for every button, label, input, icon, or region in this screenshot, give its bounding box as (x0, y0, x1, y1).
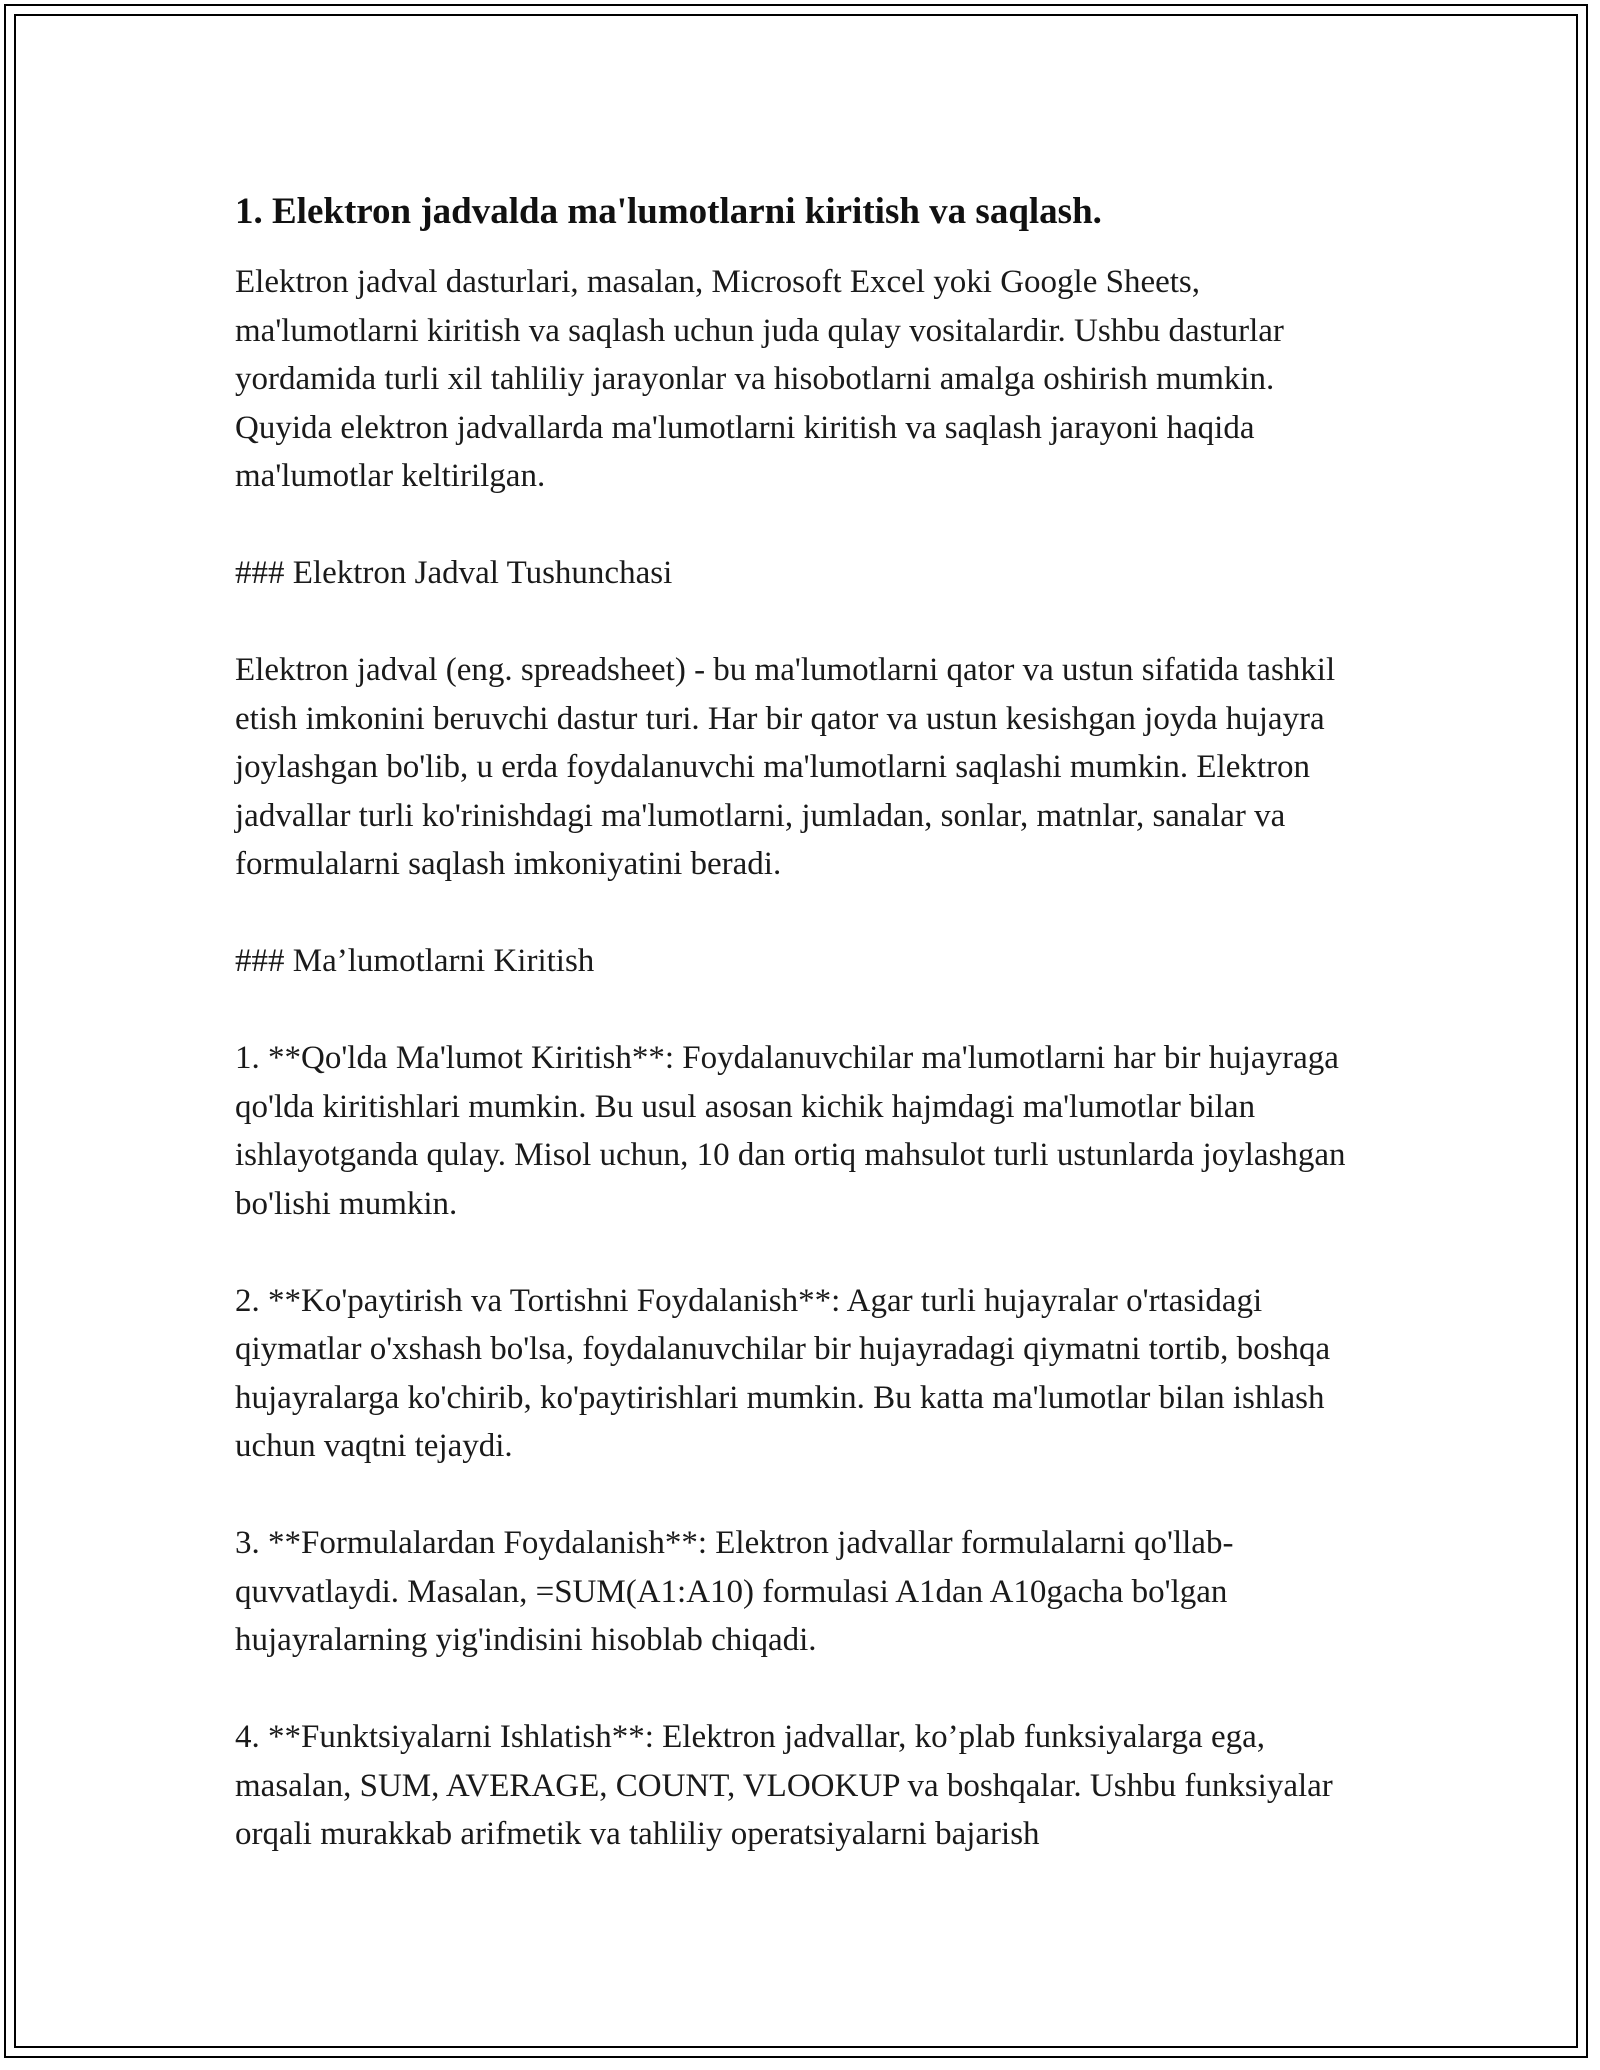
section-heading-tushunchasi: ### Elektron Jadval Tushunchasi (235, 555, 673, 591)
list-item-2: 2. **Ko'paytirish va Tortishni Foydalanish**: Agar turli hujayralar o'rtasidagi qiymatlar o'xshash bo'lsa, foydalanuvchilar bir hujayradagi qiymatni tortib, boshqa hujayralarga ko'chirib, ko'paytirishlari mumkin. Bu katta ma'lumotlar bilan ishlash uchun vaqtni tejaydi. (235, 1282, 1331, 1464)
paragraph-intro: Elektron jadval dasturlari, masalan, Microsoft Excel yoki Google Sheets, ma'lumotlarni kiritish va saqlash uchun juda qulay vositalardir. Ushbu dasturlar yordamida turli xil tahliliy jarayonlar va hisobotlarni amalga oshirish mumkin. Quyida elektron jadvallarda ma'lumotlarni kiritish va saqlash jarayoni haqida ma'lumotlar keltirilgan. (235, 264, 1284, 494)
document-body (235, 180, 1375, 1907)
list-item-3: 3. **Formulalardan Foydalanish**: Elektron jadvallar formulalarni qo'llab-quvvatlaydi. Masalan, =SUM(A1:A10) formulasi A1dan A10gacha bo'lgan hujayralarning yig'indisini hisoblab chiqadi. (235, 1525, 1234, 1658)
list-item-1: 1. **Qo'lda Ma'lumot Kiritish**: Foydalanuvchilar ma'lumotlarni har bir hujayraga qo'lda kiritishlari mumkin. Bu usul asosan kichik hajmdagi ma'lumotlar bilan ishlayotganda qulay. Misol uchun, 10 dan ortiq mahsulot turli ustunlarda joylashgan bo'lishi mumkin. (235, 1040, 1346, 1222)
list-item-4: 4. **Funktsiyalarni Ishlatish**: Elektron jadvallar, ko’plab funksiyalarga ega, masalan, SUM, AVERAGE, COUNT, VLOOKUP va boshqalar. Ushbu funksiyalar orqali murakkab arifmetik va tahliliy operatsiyalarni bajarish (235, 1719, 1333, 1852)
document-title: 1. Elektron jadvalda ma'lumotlarni kiritish va saqlash. (235, 191, 1102, 232)
section-heading-kiritish: ### Ma’lumotlarni Kiritish (235, 943, 595, 979)
paragraph-definition: Elektron jadval (eng. spreadsheet) - bu ma'lumotlarni qator va ustun sifatida tashkil etish imkonini beruvchi dastur turi. Har bir qator va ustun kesishgan joyda hujayra joylashgan bo'lib, u erda foydalanuvchi ma'lumotlarni saqlashi mumkin. Elektron jadvallar turli ko'rinishdagi ma'lumotlarni, jumladan, sonlar, matnlar, sanalar va formulalarni saqlash imkoniyatini beradi. (235, 652, 1336, 882)
